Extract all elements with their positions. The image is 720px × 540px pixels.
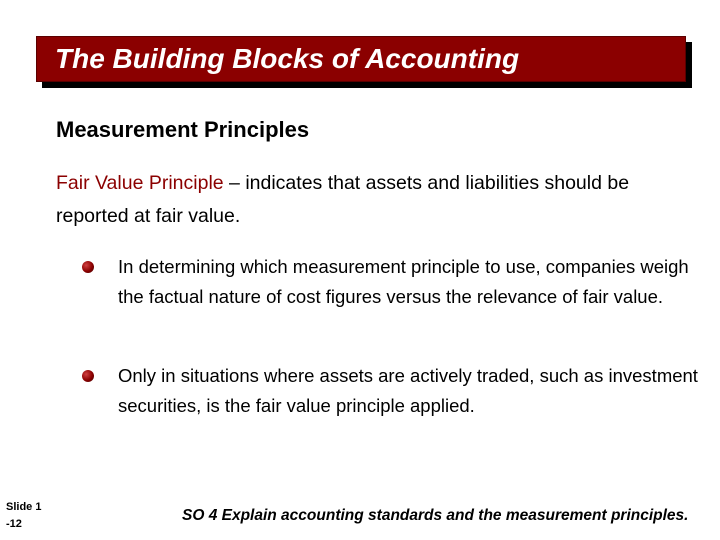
section-heading: Measurement Principles xyxy=(56,117,310,142)
bullet-item: Only in situations where assets are actively traded, such as investment securities, is the fair value principle applied. xyxy=(118,365,698,416)
study-objective-footer: SO 4 Explain accounting standards and the measurement principles. xyxy=(182,507,689,524)
bullet-icon xyxy=(82,370,94,382)
bullet-icon xyxy=(82,261,94,273)
slide-title: The Building Blocks of Accounting xyxy=(55,43,520,74)
slide-number: Slide 1 -12 xyxy=(6,501,42,530)
principle-term: Fair Value Principle xyxy=(56,172,224,194)
bullet-item: In determining which measurement principle to use, companies weigh the factual nature of cost figures versus the relevance of fair value. xyxy=(118,256,689,307)
principle-paragraph xyxy=(56,167,696,233)
title-bar xyxy=(36,36,686,82)
principle-description: – indicates that assets and liabilities should be reported at fair value. xyxy=(56,172,630,227)
